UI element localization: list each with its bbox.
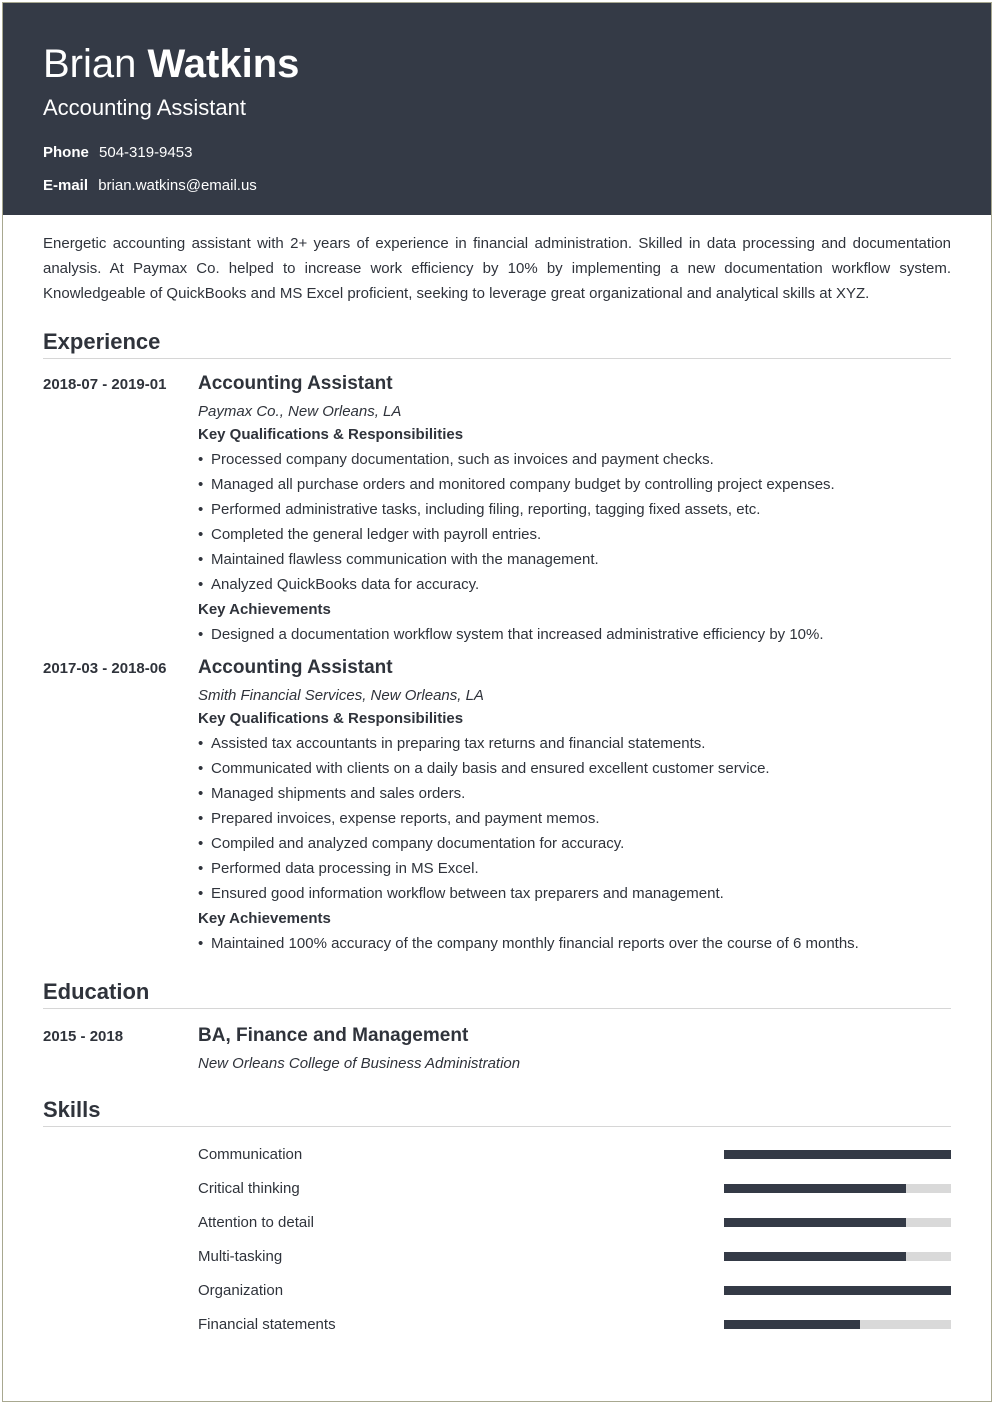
education-entry bbox=[43, 1025, 951, 1074]
skill-level-fill bbox=[724, 1218, 906, 1227]
phone-value: 504-319-9453 bbox=[99, 144, 193, 161]
contact-info bbox=[43, 143, 951, 209]
experience-entry bbox=[43, 373, 951, 647]
list-item: • Ensured good information workflow between tax preparers and management. bbox=[198, 881, 951, 906]
list-item: • Maintained 100% accuracy of the company monthly financial reports over the course of 6 months. bbox=[198, 931, 951, 956]
list-item: • Assisted tax accountants in preparing tax returns and financial statements. bbox=[198, 731, 951, 756]
skills-list bbox=[43, 1137, 951, 1341]
candidate-name bbox=[43, 41, 951, 87]
email-value: brian.watkins@email.us bbox=[98, 177, 257, 194]
resume-content bbox=[3, 231, 991, 1341]
list-item: • Communicated with clients on a daily basis and ensured excellent customer service. bbox=[198, 756, 951, 781]
responsibilities-heading: Key Qualifications & Responsibilities bbox=[198, 426, 464, 443]
list-item: • Processed company documentation, such as invoices and payment checks. bbox=[198, 447, 951, 472]
skill-level-bar bbox=[724, 1150, 951, 1159]
job-company: Smith Financial Services, New Orleans, LA bbox=[198, 687, 484, 704]
skill-row bbox=[43, 1273, 951, 1307]
achievements-list bbox=[198, 622, 951, 647]
achievements-list bbox=[198, 931, 951, 956]
job-title: Accounting Assistant bbox=[43, 95, 247, 120]
skill-level-bar bbox=[724, 1184, 951, 1193]
email-row bbox=[43, 176, 951, 209]
job-date: 2018-07 - 2019-01 bbox=[43, 376, 167, 393]
list-item: • Performed data processing in MS Excel. bbox=[198, 856, 951, 881]
achievements-heading: Key Achievements bbox=[198, 601, 331, 618]
skill-name: Attention to detail bbox=[198, 1213, 314, 1231]
skill-level-bar bbox=[724, 1252, 951, 1261]
phone-row bbox=[43, 143, 951, 176]
responsibilities-heading: Key Qualifications & Responsibilities bbox=[198, 710, 464, 727]
skill-name: Critical thinking bbox=[198, 1179, 300, 1197]
list-item: • Maintained flawless communication with the management. bbox=[198, 547, 951, 572]
last-name: Watkins bbox=[147, 42, 300, 86]
skill-row bbox=[43, 1137, 951, 1171]
skill-level-bar bbox=[724, 1218, 951, 1227]
skill-level-fill bbox=[724, 1320, 860, 1329]
list-item: • Designed a documentation workflow system that increased administrative efficiency by 10%. bbox=[198, 622, 951, 647]
list-item: • Performed administrative tasks, including filing, reporting, tagging fixed assets, etc. bbox=[198, 497, 951, 522]
list-item: • Completed the general ledger with payroll entries. bbox=[198, 522, 951, 547]
skill-name: Communication bbox=[198, 1145, 303, 1163]
skill-level-bar bbox=[724, 1286, 951, 1295]
degree: BA, Finance and Management bbox=[198, 1025, 469, 1046]
skill-level-bar bbox=[724, 1320, 951, 1329]
skills-heading: Skills bbox=[43, 1098, 951, 1127]
skill-row bbox=[43, 1171, 951, 1205]
skill-row bbox=[43, 1205, 951, 1239]
list-item: • Managed shipments and sales orders. bbox=[198, 781, 951, 806]
list-item: • Analyzed QuickBooks data for accuracy. bbox=[198, 572, 951, 597]
responsibilities-list bbox=[198, 731, 951, 906]
summary-paragraph: Energetic accounting assistant with 2+ years of experience in financial administration. Skilled in data processing and documentation analysis. At Paymax Co. helped to increase work efficiency by 10% by implementing a new documentation workflow system. Knowledgeable of QuickBooks and MS Excel proficient, seeking to leverage great organizational and analytical skills at XYZ. bbox=[43, 235, 951, 302]
job-date: 2017-03 - 2018-06 bbox=[43, 660, 167, 677]
education-date: 2015 - 2018 bbox=[43, 1028, 124, 1045]
job-company: Paymax Co., New Orleans, LA bbox=[198, 403, 402, 420]
experience-list bbox=[43, 373, 951, 956]
responsibilities-list bbox=[198, 447, 951, 597]
first-name: Brian bbox=[43, 42, 137, 86]
job-role: Accounting Assistant bbox=[198, 657, 393, 678]
skill-name: Financial statements bbox=[198, 1315, 336, 1333]
school: New Orleans College of Business Administration bbox=[198, 1055, 521, 1072]
email-label: E-mail bbox=[43, 177, 89, 194]
resume-page bbox=[2, 2, 992, 1402]
skill-name: Multi-tasking bbox=[198, 1247, 283, 1265]
skill-row bbox=[43, 1239, 951, 1273]
skill-name: Organization bbox=[198, 1281, 284, 1299]
education-heading: Education bbox=[43, 980, 951, 1009]
skill-level-fill bbox=[724, 1184, 906, 1193]
skill-level-fill bbox=[724, 1286, 951, 1295]
list-item: • Managed all purchase orders and monitored company budget by controlling project expenses. bbox=[198, 472, 951, 497]
experience-entry bbox=[43, 657, 951, 956]
experience-heading: Experience bbox=[43, 330, 951, 359]
skill-level-fill bbox=[724, 1252, 906, 1261]
job-role: Accounting Assistant bbox=[198, 373, 393, 394]
achievements-heading: Key Achievements bbox=[198, 910, 331, 927]
list-item: • Prepared invoices, expense reports, and payment memos. bbox=[198, 806, 951, 831]
skill-level-fill bbox=[724, 1150, 951, 1159]
skill-row bbox=[43, 1307, 951, 1341]
resume-header bbox=[3, 3, 991, 215]
phone-label: Phone bbox=[43, 144, 89, 161]
list-item: • Compiled and analyzed company documentation for accuracy. bbox=[198, 831, 951, 856]
